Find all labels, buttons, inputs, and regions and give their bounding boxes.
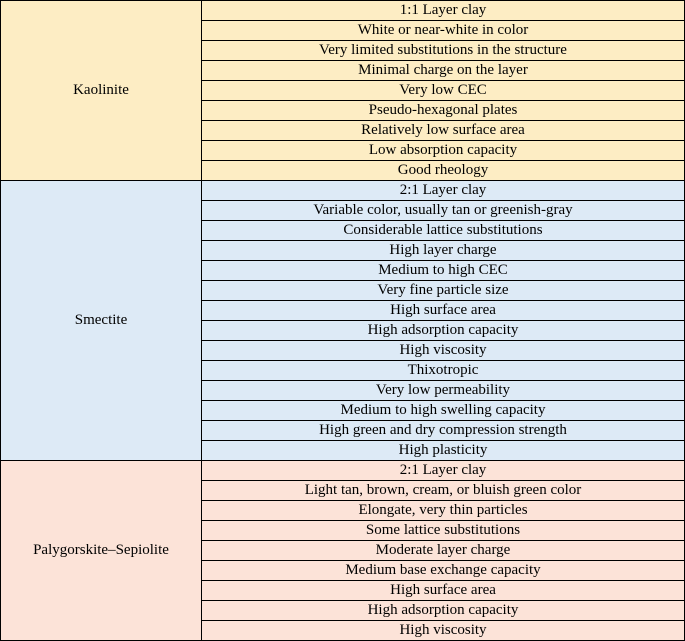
property-cell: High viscosity — [202, 341, 685, 361]
table-row — [1, 1, 685, 21]
property-cell: High layer charge — [202, 241, 685, 261]
property-cell: Very low CEC — [202, 81, 685, 101]
property-cell: Minimal charge on the layer — [202, 61, 685, 81]
table-row — [1, 181, 685, 201]
property-cell: High adsorption capacity — [202, 601, 685, 621]
property-cell: High surface area — [202, 581, 685, 601]
property-cell: Medium to high swelling capacity — [202, 401, 685, 421]
property-cell: Very low permeability — [202, 381, 685, 401]
group-name-cell: Palygorskite–Sepiolite — [1, 461, 202, 641]
property-cell: High plasticity — [202, 441, 685, 461]
property-cell: 1:1 Layer clay — [202, 1, 685, 21]
property-cell: Relatively low surface area — [202, 121, 685, 141]
property-cell: Moderate layer charge — [202, 541, 685, 561]
property-cell: Medium to high CEC — [202, 261, 685, 281]
property-cell: Low absorption capacity — [202, 141, 685, 161]
property-cell: Elongate, very thin particles — [202, 501, 685, 521]
property-cell: 2:1 Layer clay — [202, 181, 685, 201]
property-cell: Very limited substitutions in the structure — [202, 41, 685, 61]
table-body — [1, 1, 685, 641]
property-cell: Considerable lattice substitutions — [202, 221, 685, 241]
property-cell: 2:1 Layer clay — [202, 461, 685, 481]
property-cell: White or near-white in color — [202, 21, 685, 41]
property-cell: Very fine particle size — [202, 281, 685, 301]
property-cell: High surface area — [202, 301, 685, 321]
property-cell: Good rheology — [202, 161, 685, 181]
property-cell: Thixotropic — [202, 361, 685, 381]
group-name-cell: Smectite — [1, 181, 202, 461]
property-cell: Medium base exchange capacity — [202, 561, 685, 581]
property-cell: Variable color, usually tan or greenish-gray — [202, 201, 685, 221]
table-row — [1, 461, 685, 481]
group-name-cell: Kaolinite — [1, 1, 202, 181]
property-cell: Light tan, brown, cream, or bluish green color — [202, 481, 685, 501]
property-cell: High adsorption capacity — [202, 321, 685, 341]
property-cell: Pseudo-hexagonal plates — [202, 101, 685, 121]
property-cell: Some lattice substitutions — [202, 521, 685, 541]
property-cell: High viscosity — [202, 621, 685, 641]
property-cell: High green and dry compression strength — [202, 421, 685, 441]
